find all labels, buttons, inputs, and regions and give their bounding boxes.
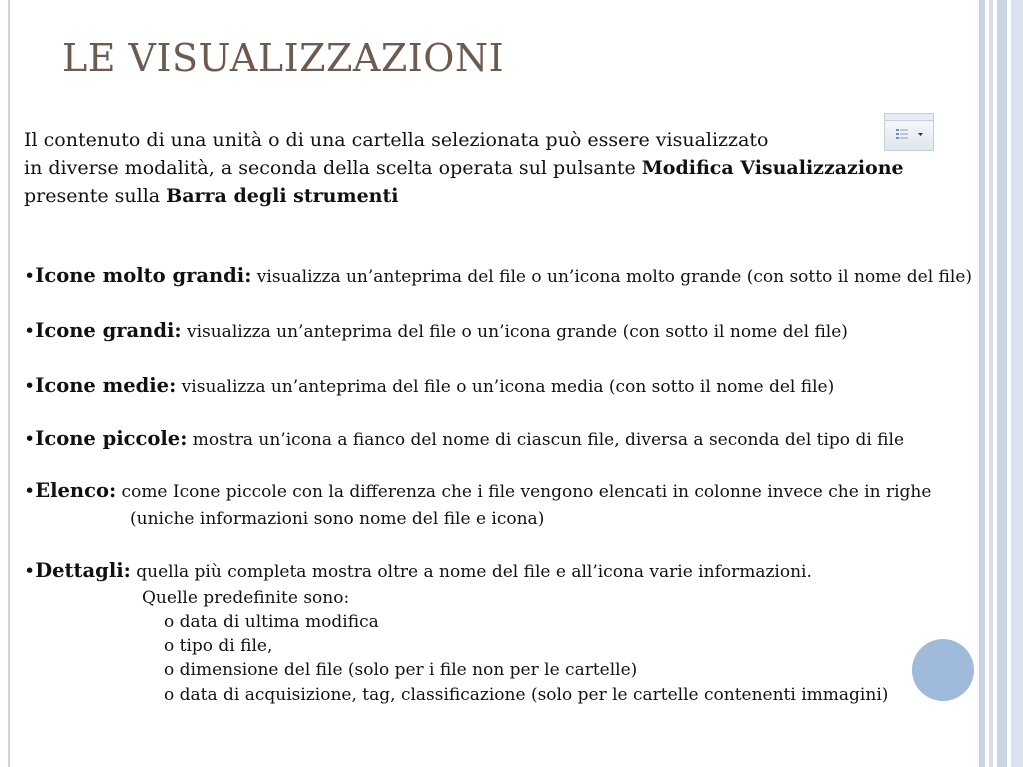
- intro-line-3-text: presente sulla: [24, 185, 167, 207]
- barra-strumenti-label: Barra degli strumenti: [166, 185, 399, 207]
- details-sublist-item: o dimensione del file (solo per i file non per le cartelle): [164, 660, 638, 680]
- desc: come Icone piccole con la differenza che i file vengono elencati in colonne invece che in righe: [116, 482, 932, 502]
- desc: visualizza un’anteprima del file o un’icona media (con sotto il nome del file): [176, 377, 835, 397]
- elenco-continuation: (uniche informazioni sono nome del file e icona): [130, 509, 545, 529]
- list-item: [24, 264, 972, 287]
- details-sublist-item: o data di ultima modifica: [164, 612, 379, 632]
- right-decorative-stripes: [977, 0, 1023, 767]
- intro-line-2: [24, 154, 1014, 182]
- slide-title: LE VISUALIZZAZIONI: [62, 36, 505, 80]
- bullet: •: [24, 265, 36, 287]
- term-icone-grandi: Icone grandi:: [35, 319, 182, 342]
- details-sublist-item: o tipo di file,: [164, 636, 273, 656]
- list-item: [24, 559, 812, 582]
- list-item: [24, 319, 848, 342]
- intro-line-3: [24, 182, 1014, 210]
- dettagli-continuation: Quelle predefinite sono:: [142, 588, 350, 608]
- list-item: [24, 427, 904, 450]
- term-icone-molto-grandi: Icone molto grandi:: [35, 264, 252, 287]
- intro-line-1: Il contenuto di una unità o di una cartella selezionata può essere visualizzato: [24, 129, 769, 151]
- bullet: •: [24, 480, 36, 502]
- button-top-bar: [885, 114, 933, 121]
- details-sublist-item: o data di acquisizione, tag, classificazione (solo per le cartelle contenenti immagini): [164, 685, 889, 705]
- bullet: •: [24, 320, 36, 342]
- desc: mostra un’icona a fianco del nome di ciascun file, diversa a seconda del tipo di file: [187, 430, 905, 450]
- views-list-icon: [895, 128, 925, 140]
- bullet: •: [24, 375, 36, 397]
- change-view-button[interactable]: [884, 113, 934, 151]
- decorative-circle: [912, 639, 974, 701]
- list-item: [24, 479, 931, 502]
- desc: visualizza un’anteprima del file o un’icona grande (con sotto il nome del file): [181, 322, 848, 342]
- left-border-line: [8, 0, 10, 767]
- term-icone-piccole: Icone piccole:: [35, 427, 188, 450]
- intro-line-2-text: in diverse modalità, a seconda della scelta operata sul pulsante: [24, 157, 642, 179]
- list-item: [24, 374, 834, 397]
- term-elenco: Elenco:: [35, 479, 117, 502]
- desc: quella più completa mostra oltre a nome del file e all’icona varie informazioni.: [130, 562, 812, 582]
- desc: visualizza un’anteprima del file o un’icona molto grande (con sotto il nome del file): [251, 267, 973, 287]
- term-icone-medie: Icone medie:: [35, 374, 177, 397]
- modifica-visualizzazione-label: Modifica Visualizzazione: [641, 157, 904, 179]
- term-dettagli: Dettagli:: [35, 559, 131, 582]
- bullet: •: [24, 428, 36, 450]
- bullet: •: [24, 560, 36, 582]
- intro-paragraph: [24, 126, 1014, 210]
